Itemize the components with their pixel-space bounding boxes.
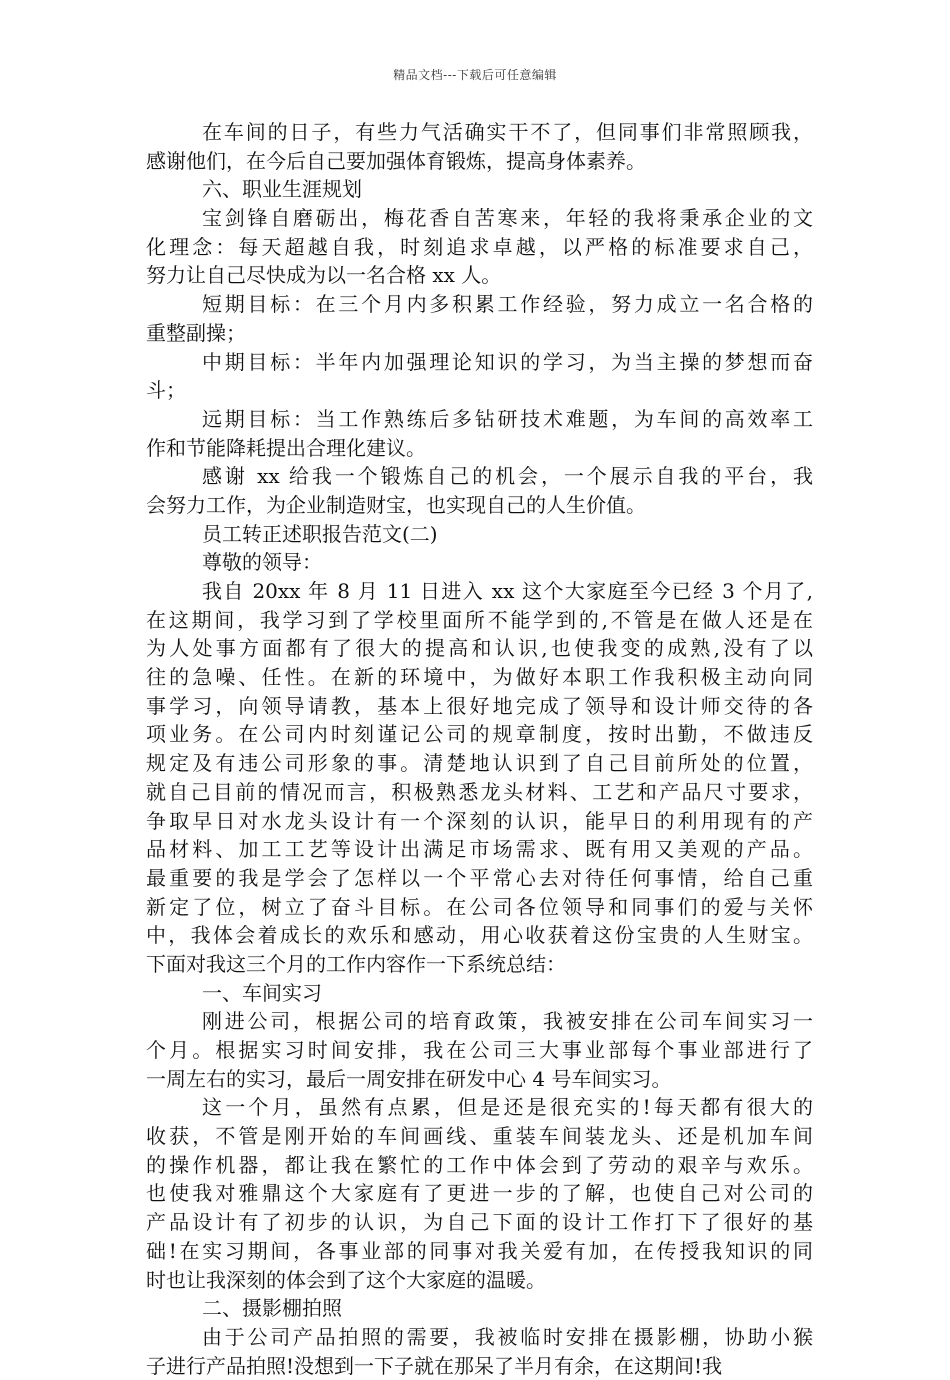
paragraph — [146, 204, 813, 290]
text-line: 由于公司产品拍照的需要，我被临时安排在摄影棚，协助小猴 — [202, 1324, 813, 1349]
text-line: 重整副操； — [146, 320, 246, 345]
text-line: 刚进公司，根据公司的培育政策，我被安排在公司车间实习一 — [202, 1009, 813, 1034]
section-heading — [146, 175, 813, 204]
text-line: 短期目标：在三个月内多积累工作经验，努力成立一名合格的 — [202, 292, 813, 317]
text-line: 远期目标：当工作熟练后多钻研技术难题，为车间的高效率工 — [202, 406, 813, 431]
text-line: 品材料、加工工艺等设计出满足市场需求、既有用又美观的产品。 — [146, 837, 813, 862]
text-line: 的操作机器，都让我在繁忙的工作中体会到了劳动的艰辛与欢乐。 — [146, 1152, 813, 1177]
text-line: 下面对我这三个月的工作内容作一下系统总结： — [146, 951, 566, 976]
text-line: 一、车间实习 — [202, 980, 322, 1005]
section-heading — [146, 979, 813, 1008]
text-line: 尊敬的领导： — [202, 550, 322, 575]
document-body — [146, 118, 813, 1380]
text-line: 新定了位，树立了奋斗目标。在公司各位领导和同事们的爱与关怀 — [146, 894, 813, 919]
text-line: 会努力工作，为企业制造财宝，也实现自己的人生价值。 — [146, 492, 646, 517]
page-header: 精品文档---下载后可任意编辑 — [393, 68, 557, 82]
text-line: 中期目标：半年内加强理论知识的学习，为当主操的梦想而奋 — [202, 349, 813, 374]
text-line: 事学习，向领导请教，基本上很好地完成了领导和设计师交待的各 — [146, 693, 813, 718]
text-line: 最重要的我是学会了怎样以一个平常心去对待任何事情，给自己重 — [146, 865, 813, 890]
text-line: 一周左右的实习，最后一周安排在研发中心 4 号车间实习。 — [146, 1066, 672, 1091]
paragraph — [146, 1323, 813, 1380]
paragraph — [146, 462, 813, 519]
paragraph — [146, 405, 813, 462]
text-line: 在车间的日子，有些力气活确实干不了，但同事们非常照顾我， — [202, 120, 813, 144]
text-line: 个月。根据实习时间安排，我在公司三大事业部每个事业部进行了 — [146, 1038, 813, 1062]
text-line: 争取早日对水龙头设计有一个深刻的认识，能早日的利用现有的产 — [146, 808, 813, 833]
text-line: 为人处事方面都有了很大的提高和认识,也使我变的成熟,没有了以 — [146, 636, 813, 661]
section-heading — [146, 520, 813, 549]
text-line: 二、摄影棚拍照 — [202, 1296, 342, 1321]
text-line: 在这期间，我学习到了学校里面所不能学到的,不管是在做人还是在 — [146, 607, 813, 632]
text-line: 础!在实习期间，各事业部的同事对我关爱有加，在传授我知识的同 — [146, 1238, 813, 1263]
paragraph — [146, 1007, 813, 1093]
paragraph — [146, 577, 813, 979]
text-line: 这一个月，虽然有点累，但是还是很充实的!每天都有很大的 — [202, 1095, 813, 1120]
paragraph — [146, 118, 813, 175]
text-line: 感谢 xx 给我一个锻炼自己的机会，一个展示自我的平台，我 — [202, 464, 813, 489]
paragraph — [146, 348, 813, 405]
text-line: 收获，不管是刚开始的车间画线、重装车间装龙头、还是机加车间 — [146, 1124, 813, 1149]
paragraph — [146, 290, 813, 347]
section-heading — [146, 548, 813, 577]
text-line: 员工转正述职报告范文(二) — [202, 521, 438, 546]
text-line: 产品设计有了初步的认识，为自己下面的设计工作打下了很好的基 — [146, 1210, 813, 1235]
text-line: 往的急噪、任性。在新的环境中，为做好本职工作我积极主动向同 — [146, 665, 813, 690]
text-line: 时也让我深刻的体会到了这个大家庭的温暖。 — [146, 1267, 546, 1292]
text-line: 项业务。在公司内时刻谨记公司的规章制度，按时出勤，不做违反 — [146, 722, 813, 747]
text-line: 斗； — [146, 378, 186, 403]
section-heading — [146, 1294, 813, 1323]
paragraph — [146, 1093, 813, 1294]
text-line: 我自 20xx 年 8 月 11 日进入 xx 这个大家庭至今已经 3 个月了, — [202, 579, 813, 603]
text-line: 化理念：每天超越自我，时刻追求卓越，以严格的标准要求自己， — [146, 234, 813, 259]
text-line: 中，我体会着成长的欢乐和感动，用心收获着这份宝贵的人生财宝。 — [146, 923, 813, 948]
text-line: 子进行产品拍照!没想到一下子就在那呆了半月有余，在这期间!我 — [146, 1353, 723, 1378]
text-line: 感谢他们，在今后自己要加强体育锻炼，提高身体素养。 — [146, 148, 646, 173]
text-line: 就自己目前的情况而言，积极熟悉龙头材料、工艺和产品尺寸要求， — [146, 779, 813, 804]
text-line: 规定及有违公司形象的事。清楚地认识到了自己目前所处的位置， — [146, 751, 813, 776]
text-line: 六、职业生涯规划 — [202, 177, 362, 202]
text-line: 宝剑锋自磨砺出，梅花香自苦寒来，年轻的我将秉承企业的文 — [202, 206, 813, 231]
text-line: 也使我对雅鼎这个大家庭有了更进一步的了解，也使自己对公司的 — [146, 1181, 813, 1206]
text-line: 作和节能降耗提出合理化建议。 — [146, 435, 426, 460]
text-line: 努力让自己尽快成为以一名合格 xx 人。 — [146, 263, 502, 288]
